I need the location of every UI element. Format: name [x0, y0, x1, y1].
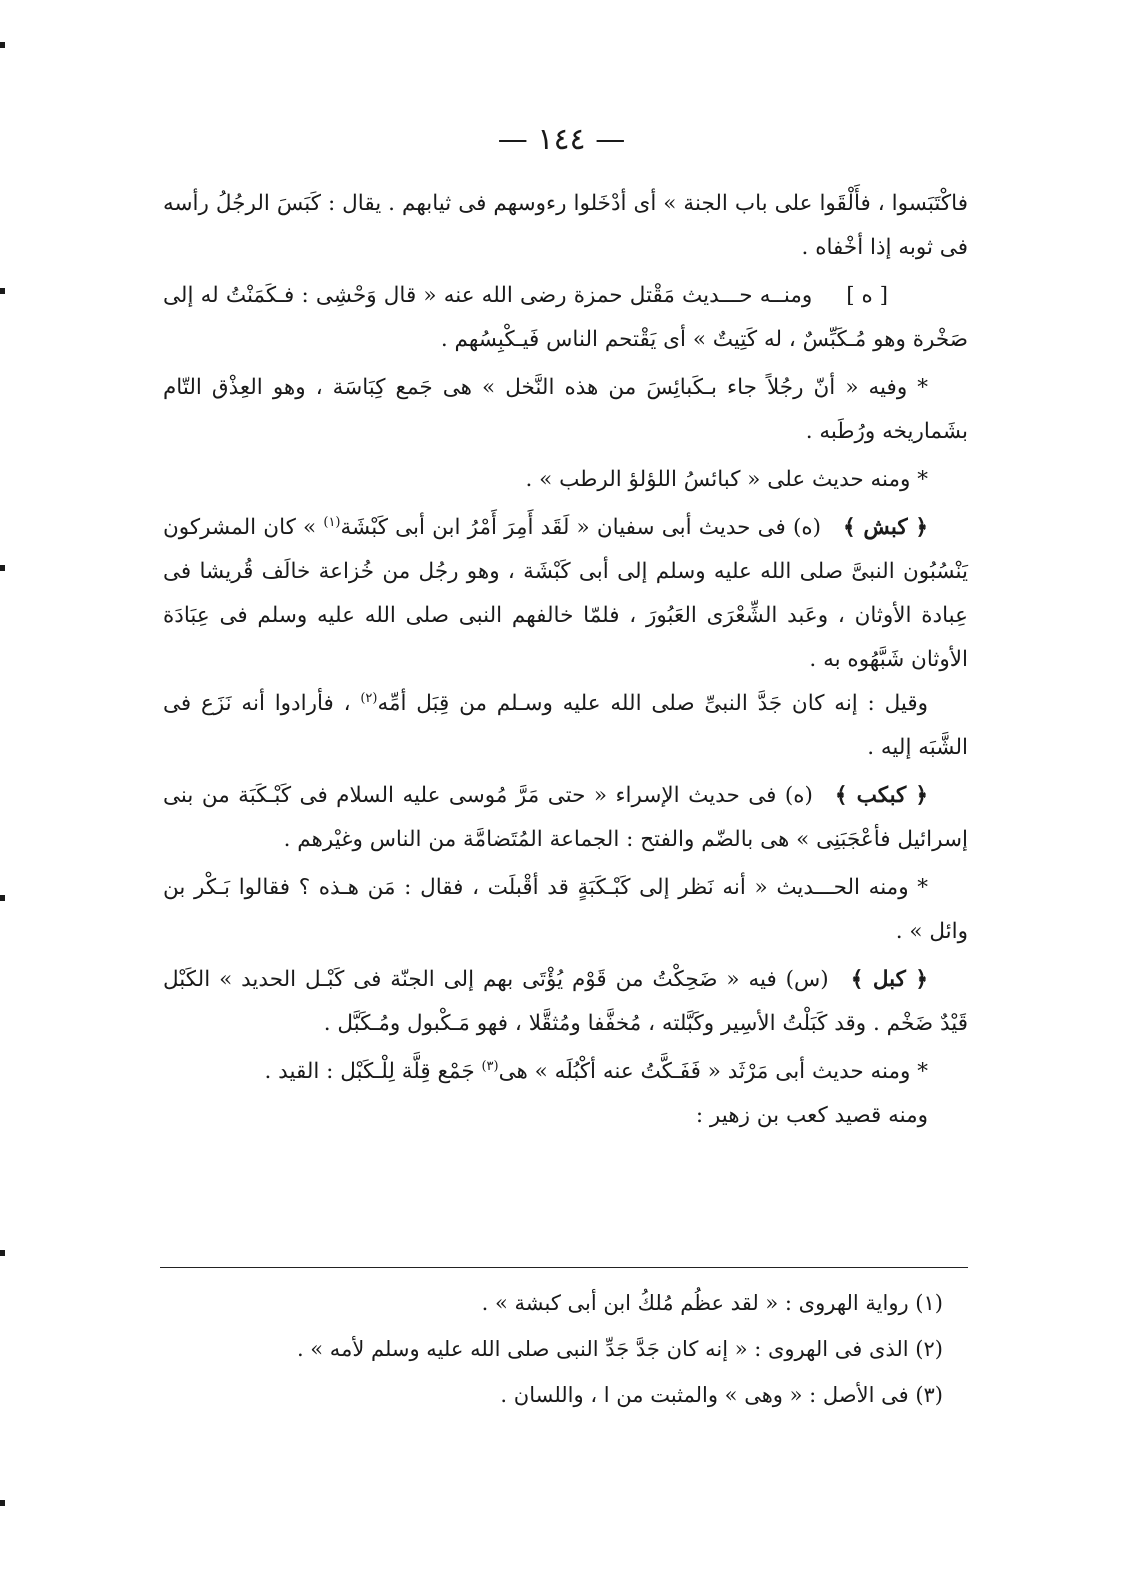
paragraph-2-text: ومنــه حـــديث مَقْتل حمزة رضى الله عنه « قال وَحْشِى : فـكَمَنْتُ له إلى صَخْرة وهو مُـكَبِّسٌ ، له كَتِيتٌ » أى يَقْتحم الناس فَيـكْبِسُهم .	[163, 283, 968, 352]
paragraph-10	[163, 1050, 968, 1094]
scan-edge-mark	[0, 1500, 5, 1506]
entry-kabsh-text-b: » كان المشركون يَنْسُبُون النبىَّ صلى الله عليه وسلم إلى أبى كَبْشَة ، وهو رجُل من خُزاعة خالَف قُريشا فى عِبادة الأوثان ، وعَبد الشِّعْرَى العَبُورَ ، فلمّا خالفهم النبى صلى الله عليه وسلم فى عِبَادَة الأوثان شَبَّهُوه به .	[163, 515, 968, 672]
paragraph-1-text: فاكْتَبَسوا ، فأَلْقَوا على باب الجنة » أى أدْخَلوا رءوسهم فى ثيابهم . يقال : كَبَسَ الرجُلُ رأسه فى ثوبه إذا أخْفاه .	[163, 191, 968, 260]
paragraph-3	[163, 366, 968, 454]
paragraph-1	[163, 182, 968, 270]
paragraph-11-text: ومنه قصيد كعب بن زهير :	[695, 1103, 928, 1128]
footnote-divider	[160, 1267, 968, 1268]
entry-kabkab-text: (ه) فى حديث الإسراء « حتى مَرَّ مُوسى عليه السلام فى كَبْـكَبَة من بنى إسرائيل فأعْجَبَنِى » هى بالضّم والفتح : الجماعة المُتَضامَّة من الناس وغيْرهم .	[163, 783, 968, 852]
scan-edge-mark	[0, 565, 5, 571]
paragraph-4	[163, 458, 968, 502]
footnotes	[163, 1280, 943, 1418]
source-marker: [ ه ]	[846, 283, 888, 308]
scan-edge-mark	[0, 895, 5, 901]
entry-kabl-text: (س) فيه « ضَحِكْتُ من قَوْم يُؤْتَى بهم إلى الجنّة فى كَبْـل الحديد » الكَبْل قَيْدٌ ضَخْم . وقد كَبَلْتُ الأسِير وكَبَّلته ، مُخفَّفا ومُثقَّلا ، فهو مَـكْبول ومُـكَبَّل .	[163, 967, 968, 1036]
scan-edge-mark	[0, 288, 5, 294]
entry-kabsh-text-a: (ه) فى حديث أبى سفيان « لَقَد أَمِرَ أَمْرُ ابن أبى كَبْشَة	[340, 515, 822, 540]
paragraph-6-text-b: ، فأرادوا أنه نَزَع فى الشَّبَه إليه .	[163, 691, 968, 760]
paragraph-2	[163, 274, 968, 362]
main-text	[163, 182, 968, 1138]
paragraph-11	[163, 1094, 968, 1138]
paragraph-10-text-b: جَمْع قِلَّة لِلْـكَبْل : القيد .	[264, 1059, 482, 1084]
paragraph-3-text: * وفيه « أنّ رجُلاً جاء بـكَبائِسَ من هذه النَّخل » هى جَمع كِبَاسَة ، وهو العِذْق التّام بشَماريخه ورُطَبه .	[163, 375, 968, 444]
scan-edge-mark	[0, 1250, 5, 1256]
paragraph-10-text-a: * ومنه حديث أبى مَرْثَد « فَفَـكَّتُ عنه أكْبُلَه » هى	[498, 1059, 928, 1084]
entry-headword: ﴿ كبكب ﴾	[834, 783, 928, 808]
footnote-2: (٢) الذى فى الهروى : « إنه كان جَدَّ جَدِّ النبى صلى الله عليه وسلم لأمه » .	[296, 1337, 943, 1361]
scan-edge-mark	[0, 42, 5, 48]
paragraph-8	[163, 866, 968, 954]
entry-kabl	[163, 958, 968, 1046]
paragraph-6	[163, 682, 968, 770]
paragraph-8-text: * ومنه الحـــديث « أنه نَظر إلى كَبْـكَبَةٍ قد أقْبلَت ، فقال : مَن هـذه ؟ فقالوا بَـكْر بن وائل » .	[163, 875, 968, 944]
entry-kabkab	[163, 774, 968, 862]
footnote-3: (٣) فى الأصل : « وهى » والمثبت من ا ، واللسان .	[500, 1383, 943, 1407]
paragraph-6-text-a: وقيل : إنه كان جَدَّ النبىِّ صلى الله عليه وسـلم من قِبَل أمِّه	[377, 691, 929, 716]
page-number: — ١٤٤ —	[497, 122, 626, 157]
entry-headword: ﴿ كبل ﴾	[850, 967, 929, 992]
footnote-ref-1: (١)	[323, 514, 341, 530]
entry-kabsh	[163, 506, 968, 682]
footnote-ref-2: (٢)	[360, 690, 378, 706]
entry-headword: ﴿ كبش ﴾	[843, 515, 928, 540]
footnote-1: (١) رواية الهروى : « لقد عظُم مُلكُ ابن أبى كبشة » .	[481, 1291, 943, 1315]
footnote-ref-3: (٣)	[481, 1058, 499, 1074]
paragraph-4-text: * ومنه حديث على « كبائسُ اللؤلؤ الرطب » .	[525, 467, 928, 492]
